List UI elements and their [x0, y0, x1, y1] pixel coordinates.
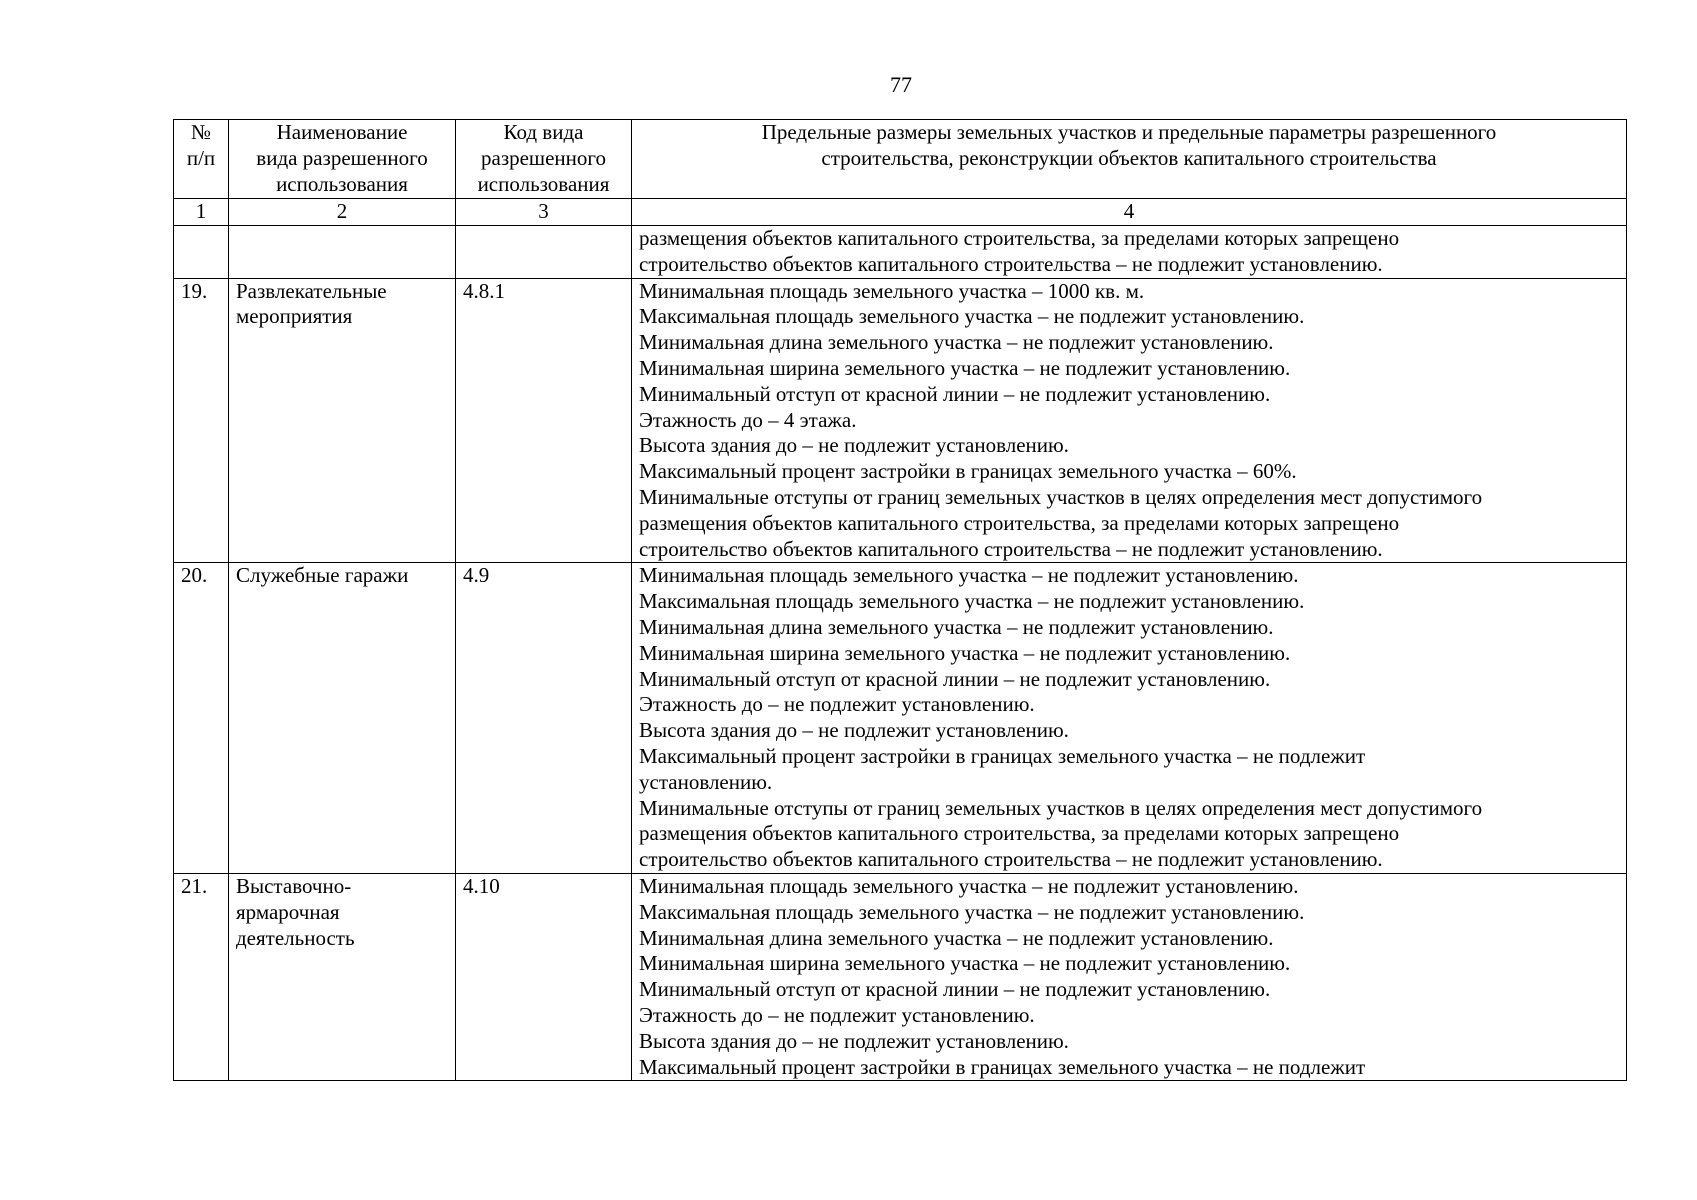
header-number: № п/п — [174, 120, 229, 199]
parameter-line: Минимальная площадь земельного участка – не подлежит установлению. — [639, 873, 1299, 898]
use-name-line: Выставочно- — [236, 873, 352, 898]
continuation-row — [174, 226, 1627, 279]
parameter-line: Минимальные отступы от границ земельных участков в целях определения мест допустимого — [639, 484, 1483, 509]
row-use-code: 4.9 — [456, 563, 632, 874]
parameter-line: Минимальная длина земельного участка – не подлежит установлению. — [639, 614, 1274, 639]
parameter-line: Этажность до – 4 этажа. — [639, 407, 857, 432]
parameter-line: размещения объектов капитального строительства, за пределами которых запрещено — [639, 226, 1400, 250]
table-row — [174, 873, 1627, 1080]
row-use-code — [456, 226, 632, 279]
parameter-line: Минимальная ширина земельного участка – не подлежит установлению. — [639, 355, 1291, 380]
header-use-name: Наименование вида разрешенного использования — [229, 120, 456, 199]
row-use-name — [229, 873, 456, 1080]
parameter-line: установлению. — [639, 769, 773, 794]
parameter-line: Минимальный отступ от красной линии – не подлежит установлению. — [639, 977, 1271, 1002]
row-number: 20. — [174, 563, 229, 874]
use-name-line: ярмарочная — [236, 899, 340, 924]
table-row — [174, 278, 1627, 563]
parameter-line: Минимальная ширина земельного участка – не подлежит установлению. — [639, 640, 1291, 665]
parameter-line: Этажность до – не подлежит установлению. — [639, 692, 1035, 717]
page-number: 77 — [890, 72, 912, 97]
use-name-line: Развлекательные — [236, 278, 387, 303]
parameter-line: Высота здания до – не подлежит установлению. — [639, 433, 1069, 458]
parameter-line: Минимальная площадь земельного участка – не подлежит установлению. — [639, 563, 1299, 588]
parameter-line: Максимальная площадь земельного участка – не подлежит установлению. — [639, 304, 1305, 329]
parameter-line: Минимальная длина земельного участка – не подлежит установлению. — [639, 925, 1274, 950]
parameter-line: Максимальный процент застройки в границах земельного участка – 60%. — [639, 459, 1297, 484]
row-use-code: 4.8.1 — [456, 278, 632, 563]
table-row — [174, 563, 1627, 874]
row-use-name — [229, 278, 456, 563]
column-index: 1 — [174, 199, 229, 226]
use-name-line: мероприятия — [236, 304, 353, 329]
column-index: 4 — [632, 199, 1627, 226]
land-use-parameters-table — [173, 119, 1627, 1081]
parameter-line: Максимальная площадь земельного участка – не подлежит установлению. — [639, 899, 1305, 924]
parameter-line: Минимальный отступ от красной линии – не подлежит установлению. — [639, 666, 1271, 691]
parameter-line: Высота здания до – не подлежит установлению. — [639, 1028, 1069, 1053]
parameter-line: строительство объектов капитального строительства – не подлежит установлению. — [639, 251, 1383, 276]
column-index-row — [174, 199, 1627, 226]
header-use-code: Код вида разрешенного использования — [456, 120, 632, 199]
parameter-line: Максимальный процент застройки в границах земельного участка – не подлежит — [639, 1054, 1366, 1079]
parameter-line: Минимальная площадь земельного участка – 1000 кв. м. — [639, 278, 1145, 303]
use-name-line: деятельность — [236, 925, 355, 950]
column-index: 2 — [229, 199, 456, 226]
parameter-line: размещения объектов капитального строительства, за пределами которых запрещено — [639, 821, 1400, 846]
row-use-name — [229, 226, 456, 279]
use-name-line: Служебные гаражи — [236, 563, 409, 588]
row-number — [174, 226, 229, 279]
row-number: 21. — [174, 873, 229, 1080]
column-index: 3 — [456, 199, 632, 226]
parameter-line: Минимальная ширина земельного участка – не подлежит установлению. — [639, 951, 1291, 976]
row-parameters — [632, 226, 1627, 279]
parameter-line: Минимальный отступ от красной линии – не подлежит установлению. — [639, 381, 1271, 406]
parameter-line: размещения объектов капитального строительства, за пределами которых запрещено — [639, 510, 1400, 535]
parameter-line: Высота здания до – не подлежит установлению. — [639, 718, 1069, 743]
row-parameters — [632, 563, 1627, 874]
row-use-name — [229, 563, 456, 874]
row-parameters — [632, 278, 1627, 563]
parameter-line: Минимальные отступы от границ земельных участков в целях определения мест допустимого — [639, 795, 1483, 820]
table-header-row — [174, 120, 1627, 199]
row-number: 19. — [174, 278, 229, 563]
parameter-line: строительство объектов капитального строительства – не подлежит установлению. — [639, 847, 1383, 872]
row-use-code: 4.10 — [456, 873, 632, 1080]
parameter-line: Минимальная длина земельного участка – не подлежит установлению. — [639, 330, 1274, 355]
parameter-line: строительство объектов капитального строительства – не подлежит установлению. — [639, 536, 1383, 561]
parameter-line: Этажность до – не подлежит установлению. — [639, 1002, 1035, 1027]
row-parameters — [632, 873, 1627, 1080]
parameter-line: Максимальный процент застройки в границах земельного участка – не подлежит — [639, 743, 1366, 768]
header-parameters: Предельные размеры земельных участков и предельные параметры разрешенного строительства, реконструкции объектов капитального строительства — [632, 120, 1627, 199]
parameter-line: Максимальная площадь земельного участка – не подлежит установлению. — [639, 589, 1305, 614]
